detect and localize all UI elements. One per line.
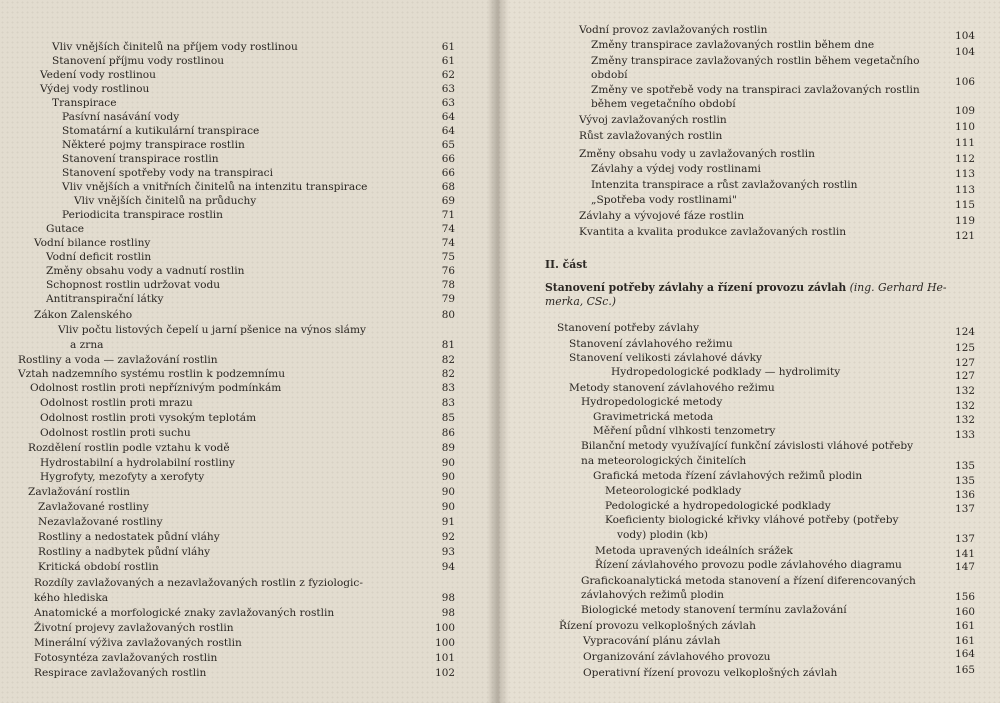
toc-page-number: 127 [955, 357, 975, 369]
toc-entry: Intenzita transpirace a růst zavlažovaných rostlin [591, 179, 858, 191]
toc-page-number: 127 [955, 370, 975, 382]
toc-entry: Grafickoanalytická metoda stanovení a řízení diferencovaných [581, 575, 916, 587]
toc-entry: Změny transpirace zavlažovaných rostlin během vegetačního [591, 55, 920, 67]
toc-page-number: 161 [955, 635, 975, 647]
toc-entry: Operativní řízení provozu velkoplošných závlah [583, 667, 838, 679]
toc-page-number: 90 [441, 486, 455, 498]
toc-page-number: 63 [441, 97, 455, 109]
toc-entry: Zavlažování rostlin [28, 486, 130, 498]
toc-page-number: 61 [441, 55, 455, 67]
toc-entry: Hydropedologické metody [581, 396, 723, 408]
toc-entry: Výdej vody rostlinou [40, 83, 150, 95]
toc-page-number: 78 [441, 279, 455, 291]
toc-entry: vody) plodin (kb) [617, 529, 709, 541]
toc-entry: Vodní deficit rostlin [46, 251, 152, 263]
toc-page-number: 94 [441, 561, 455, 573]
toc-page-number: 68 [441, 181, 455, 193]
toc-page-number: 136 [955, 489, 975, 501]
toc-page-number: 65 [441, 139, 455, 151]
toc-entry: Vypracování plánu závlah [583, 635, 721, 647]
toc-entry: Hydrostabilní a hydrolabilní rostliny [40, 457, 235, 469]
toc-entry: Koeficienty biologické křivky vláhové potřeby (potřeby [605, 514, 899, 526]
toc-entry: Stanovení potřeby závlahy [557, 322, 700, 334]
part-heading: II. část [545, 258, 588, 271]
toc-page-number: 165 [955, 664, 975, 676]
toc-entry: Pedologické a hydropedologické podklady [605, 500, 831, 512]
toc-page-number: 106 [955, 76, 975, 88]
toc-page-number: 98 [441, 592, 455, 604]
toc-entry: Bilanční metody využívající funkční závislosti vláhové potřeby [581, 440, 914, 452]
toc-page-number: 76 [441, 265, 455, 277]
toc-entry: Gutace [46, 223, 85, 235]
toc-page-number: 125 [955, 342, 975, 354]
toc-page-number: 133 [955, 429, 975, 441]
toc-entry: Změny transpirace zavlažovaných rostlin během dne [591, 39, 875, 51]
toc-page-number: 85 [441, 412, 455, 424]
toc-entry: Řízení provozu velkoplošných závlah [559, 620, 756, 632]
toc-page-number: 164 [955, 648, 975, 660]
toc-page-number: 161 [955, 620, 975, 632]
toc-entry: Minerální výživa zavlažovaných rostlin [34, 637, 242, 649]
toc-page-number: 100 [435, 622, 455, 634]
toc-page-number: 132 [955, 414, 975, 426]
toc-page-number: 74 [441, 223, 455, 235]
toc-page-number: 112 [955, 153, 975, 165]
toc-page-number: 132 [955, 385, 975, 397]
toc-entry: Antitranspirační látky [46, 293, 164, 305]
part-title: Stanovení potřeby závlahy a řízení provozu závlah [545, 281, 847, 294]
toc-entry: Biologické metody stanovení termínu zavlažování [581, 604, 847, 616]
toc-entry: Vývoj zavlažovaných rostlin [579, 114, 727, 126]
toc-entry: Závlahy a vývojové fáze rostlin [579, 210, 745, 222]
toc-entry: Růst zavlažovaných rostlin [579, 130, 723, 142]
toc-entry: Stanovení transpirace rostlin [62, 153, 219, 165]
toc-entry: Vodní provoz zavlažovaných rostlin [579, 24, 768, 36]
toc-page-number: 141 [955, 548, 975, 560]
toc-entry: Rostliny a nedostatek půdní vláhy [38, 531, 220, 543]
toc-entry: Některé pojmy transpirace rostlin [62, 139, 245, 151]
toc-entry: závlahových režimů plodin [581, 589, 724, 601]
toc-entry: Stomatární a kutikulární transpirace [62, 125, 260, 137]
toc-entry: během vegetačního období [591, 98, 736, 110]
toc-page-number: 100 [435, 637, 455, 649]
toc-entry: Zavlažované rostliny [38, 501, 149, 513]
toc-page-number: 83 [441, 382, 455, 394]
part-author-line2-text: merka, CSc.) [545, 295, 616, 308]
toc-entry: Vliv vnějších a vnitřních činitelů na intenzitu transpirace [62, 181, 368, 193]
toc-page-number: 90 [441, 471, 455, 483]
toc-entry: Schopnost rostlin udržovat vodu [46, 279, 221, 291]
toc-entry: Metoda upravených ideálních srážek [595, 545, 793, 557]
toc-page-number: 61 [441, 41, 455, 53]
toc-page-number: 156 [955, 591, 975, 603]
toc-page-number: 86 [441, 427, 455, 439]
toc-entry: Měření půdní vlhkosti tenzometry [593, 425, 776, 437]
toc-page-number: 124 [955, 326, 975, 338]
toc-page-number: 98 [441, 607, 455, 619]
right-page [497, 0, 1000, 703]
toc-entry: Stanovení závlahového režimu [569, 338, 733, 350]
toc-page-number: 132 [955, 400, 975, 412]
toc-entry: Odolnost rostlin proti nepříznivým podmínkám [30, 382, 282, 394]
toc-page-number: 74 [441, 237, 455, 249]
toc-entry: Anatomické a morfologické znaky zavlažovaných rostlin [34, 607, 335, 619]
toc-page-number: 89 [441, 442, 455, 454]
toc-entry: Závlahy a výdej vody rostlinami [591, 163, 761, 175]
toc-page-number: 69 [441, 195, 455, 207]
toc-entry: Řízení závlahového provozu podle závlahového diagramu [595, 559, 902, 571]
toc-entry: Pasívní nasávání vody [62, 111, 180, 123]
toc-entry: Změny obsahu vody u zavlažovaných rostlin [579, 148, 815, 160]
toc-page-number: 119 [955, 215, 975, 227]
toc-page-number: 81 [441, 339, 455, 351]
toc-page-number: 83 [441, 397, 455, 409]
toc-entry: Periodicita transpirace rostlin [62, 209, 223, 221]
toc-entry: Gravimetrická metoda [593, 411, 714, 423]
toc-entry: Rozdíly zavlažovaných a nezavlažovaných rostlin z fyziologic- [34, 577, 363, 589]
toc-entry: Meteorologické podklady [605, 485, 742, 497]
toc-entry: Stanovení příjmu vody rostlinou [52, 55, 225, 67]
toc-entry: Respirace zavlažovaných rostlin [34, 667, 207, 679]
toc-entry: na meteorologických činitelích [581, 455, 747, 467]
toc-page-number: 64 [441, 125, 455, 137]
toc-entry: Rostliny a voda — zavlažování rostlin [18, 354, 218, 366]
toc-entry: Vedení vody rostlinou [40, 69, 157, 81]
toc-entry: Vliv vnějších činitelů na průduchy [74, 195, 257, 207]
toc-page-number: 75 [441, 251, 455, 263]
toc-page-number: 82 [441, 354, 455, 366]
toc-page-number: 110 [955, 121, 975, 133]
toc-page-number: 101 [435, 652, 455, 664]
toc-page-number: 147 [955, 561, 975, 573]
toc-page-number: 102 [435, 667, 455, 679]
toc-entry: Organizování závlahového provozu [583, 651, 771, 663]
toc-page-number: 71 [441, 209, 455, 221]
toc-page-number: 90 [441, 501, 455, 513]
toc-entry: Fotosyntéza zavlažovaných rostlin [34, 652, 218, 664]
toc-page-number: 63 [441, 83, 455, 95]
toc-entry: Stanovení spotřeby vody na transpiraci [62, 167, 273, 179]
toc-page-number: 79 [441, 293, 455, 305]
toc-page-number: 104 [955, 30, 975, 42]
toc-entry: Vodní bilance rostliny [34, 237, 151, 249]
toc-entry: Vliv počtu listových čepelí u jarní pšenice na výnos slámy [58, 324, 367, 336]
part-author-line2 [545, 295, 616, 308]
toc-page-number: 113 [955, 184, 975, 196]
toc-page-number: 104 [955, 46, 975, 58]
toc-entry: Zákon Zalenského [34, 309, 133, 321]
toc-page-number: 121 [955, 230, 975, 242]
toc-entry: Změny ve spotřebě vody na transpiraci zavlažovaných rostlin [591, 84, 920, 96]
toc-entry: Hygrofyty, mezofyty a xerofyty [40, 471, 205, 483]
toc-page-number: 93 [441, 546, 455, 558]
toc-page-number: 160 [955, 606, 975, 618]
toc-entry: Hydropedologické podklady — hydrolimity [611, 366, 841, 378]
part-author-line1: (ing. Gerhard He- [849, 281, 947, 294]
toc-entry: a zrna [70, 339, 104, 351]
toc-entry: Odolnost rostlin proti suchu [40, 427, 191, 439]
toc-entry: Změny obsahu vody a vadnutí rostlin [46, 265, 245, 277]
toc-entry: Odolnost rostlin proti vysokým teplotám [40, 412, 257, 424]
toc-entry: Rostliny a nadbytek půdní vláhy [38, 546, 211, 558]
toc-page-number: 137 [955, 533, 975, 545]
left-toc [0, 0, 497, 703]
toc-page-number: 91 [441, 516, 455, 528]
toc-page-number: 115 [955, 199, 975, 211]
book-gutter [487, 0, 509, 703]
toc-entry: Vztah nadzemního systému rostlin k podzemnímu [18, 368, 286, 380]
part-title-line [545, 281, 947, 294]
toc-entry: Vliv vnějších činitelů na příjem vody rostlinou [52, 41, 298, 53]
toc-page-number: 66 [441, 153, 455, 165]
toc-page-number: 64 [441, 111, 455, 123]
toc-entry: Nezavlažované rostliny [38, 516, 163, 528]
toc-page-number: 135 [955, 460, 975, 472]
toc-page-number: 109 [955, 105, 975, 117]
toc-entry: Metody stanovení závlahového režimu [569, 382, 775, 394]
toc-entry: Stanovení velikosti závlahové dávky [569, 352, 763, 364]
toc-page-number: 80 [441, 309, 455, 321]
toc-page-number: 62 [441, 69, 455, 81]
toc-entry: Rozdělení rostlin podle vztahu k vodě [28, 442, 230, 454]
toc-page-number: 90 [441, 457, 455, 469]
toc-entry: Životní projevy zavlažovaných rostlin [34, 622, 234, 634]
toc-entry: kého hlediska [34, 592, 109, 604]
toc-entry: období [591, 69, 628, 81]
toc-page-number: 92 [441, 531, 455, 543]
toc-page-number: 66 [441, 167, 455, 179]
left-page [0, 0, 497, 703]
toc-page-number: 137 [955, 503, 975, 515]
toc-entry: Grafická metoda řízení závlahových režimů plodin [593, 470, 863, 482]
toc-entry: Transpirace [52, 97, 117, 109]
toc-page-number: 113 [955, 168, 975, 180]
toc-page-number: 135 [955, 475, 975, 487]
toc-entry: Kvantita a kvalita produkce zavlažovaných rostlin [579, 226, 847, 238]
toc-entry: „Spotřeba vody rostlinami" [591, 194, 737, 206]
toc-page-number: 111 [955, 137, 975, 149]
toc-entry: Odolnost rostlin proti mrazu [40, 397, 193, 409]
toc-page-number: 82 [441, 368, 455, 380]
right-toc [497, 0, 1000, 703]
toc-entry: Kritická období rostlin [38, 561, 159, 573]
